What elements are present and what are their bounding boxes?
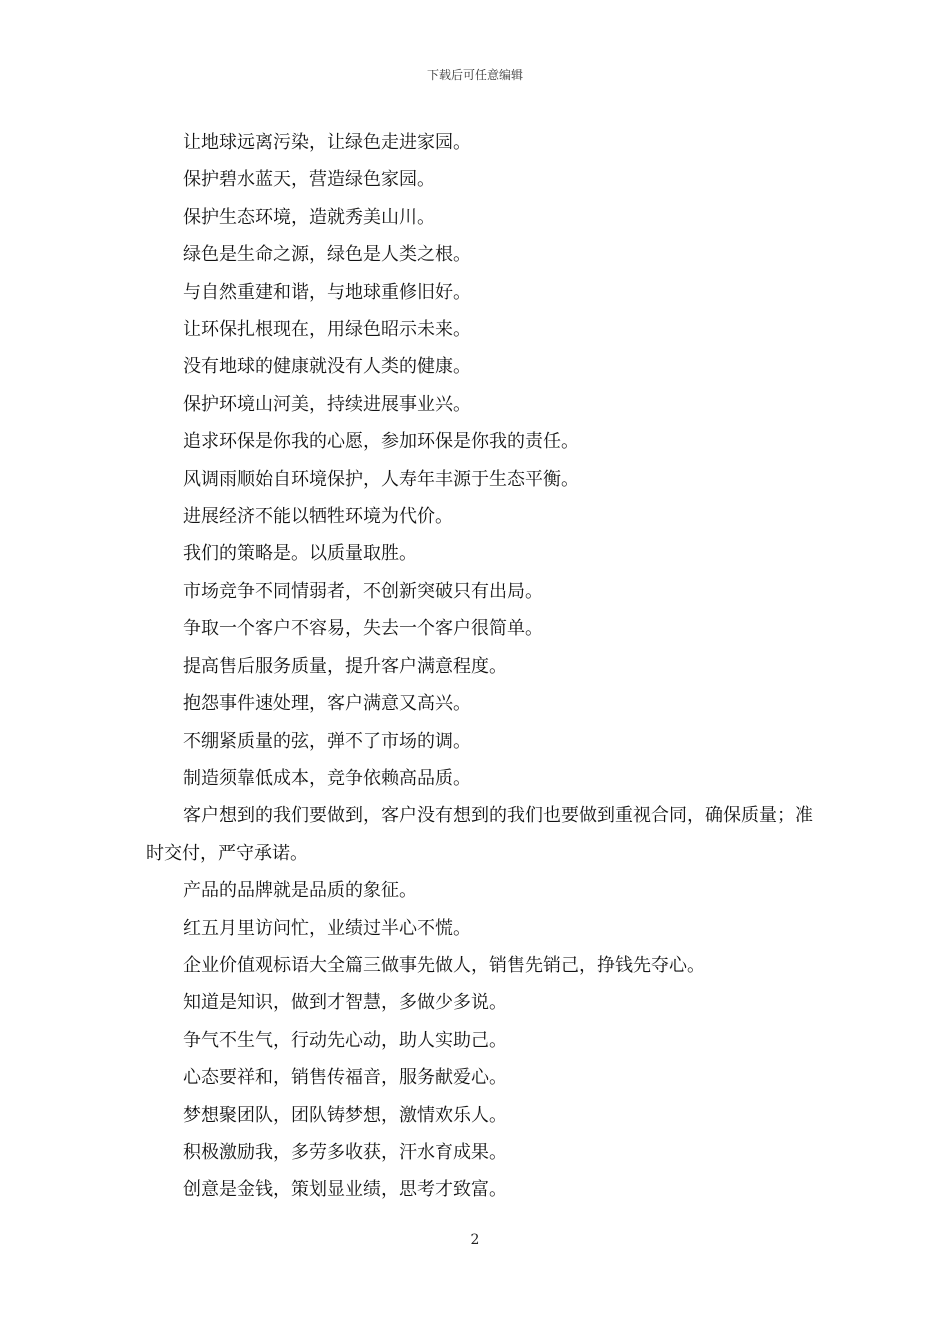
- paragraph: 保护碧水蓝天，营造绿色家园。: [183, 169, 435, 191]
- paragraph: 让环保扎根现在，用绿色昭示未来。: [183, 319, 471, 341]
- paragraph: 争取一个客户不容易，失去一个客户很简单。: [183, 618, 543, 640]
- paragraph: 创意是金钱，策划显业绩，思考才致富。: [183, 1179, 507, 1201]
- paragraph: 追求环保是你我的心愿，参加环保是你我的责任。: [183, 431, 579, 453]
- paragraph: 进展经济不能以牺牲环境为代价。: [183, 506, 453, 528]
- paragraph: 红五月里访问忙，业绩过半心不慌。: [183, 917, 471, 939]
- paragraph: 保护生态环境，造就秀美山川。: [183, 206, 435, 228]
- paragraph: 客户想到的我们要做到，客户没有想到的我们也要做到重视合同，确保质量；准时交付，严守承诺。: [146, 805, 813, 864]
- paragraph: 抱怨事件速处理，客户满意又高兴。: [183, 693, 471, 715]
- paragraph: 知道是知识，做到才智慧，多做少多说。: [183, 992, 507, 1014]
- paragraph: 心态要祥和，销售传福音，服务献爱心。: [183, 1067, 507, 1089]
- paragraph: 不绷紧质量的弦，弹不了市场的调。: [183, 730, 471, 752]
- paragraph: 制造须靠低成本，竞争依赖高品质。: [183, 767, 471, 789]
- paragraph: 产品的品牌就是品质的象征。: [183, 880, 417, 902]
- paragraph: 市场竞争不同情弱者，不创新突破只有出局。: [183, 580, 543, 602]
- paragraph: 争气不生气，行动先心动，助人实助己。: [183, 1029, 507, 1051]
- paragraph: 让地球远离污染，让绿色走进家园。: [183, 132, 471, 153]
- paragraph: 梦想聚团队，团队铸梦想，激情欢乐人。: [183, 1104, 507, 1126]
- paragraph: 积极激励我，多劳多收获，汗水育成果。: [183, 1141, 507, 1163]
- paragraph: 企业价值观标语大全篇三做事先做人，销售先销己，挣钱先夺心。: [183, 954, 705, 976]
- paragraph: 提高售后服务质量，提升客户满意程度。: [183, 655, 507, 677]
- paragraph: 我们的策略是。以质量取胜。: [183, 543, 417, 565]
- page-header: 下载后可任意编辑: [426, 68, 523, 82]
- paragraph: 与自然重建和谐，与地球重修旧好。: [183, 281, 471, 303]
- paragraph: 风调雨顺始自环境保护，人寿年丰源于生态平衡。: [183, 468, 579, 490]
- paragraph: 没有地球的健康就没有人类的健康。: [183, 356, 471, 378]
- page-number: 2: [470, 1232, 480, 1248]
- paragraph: 绿色是生命之源，绿色是人类之根。: [183, 244, 471, 266]
- paragraph: 保护环境山河美，持续进展事业兴。: [183, 393, 471, 415]
- document-body: [146, 124, 816, 1209]
